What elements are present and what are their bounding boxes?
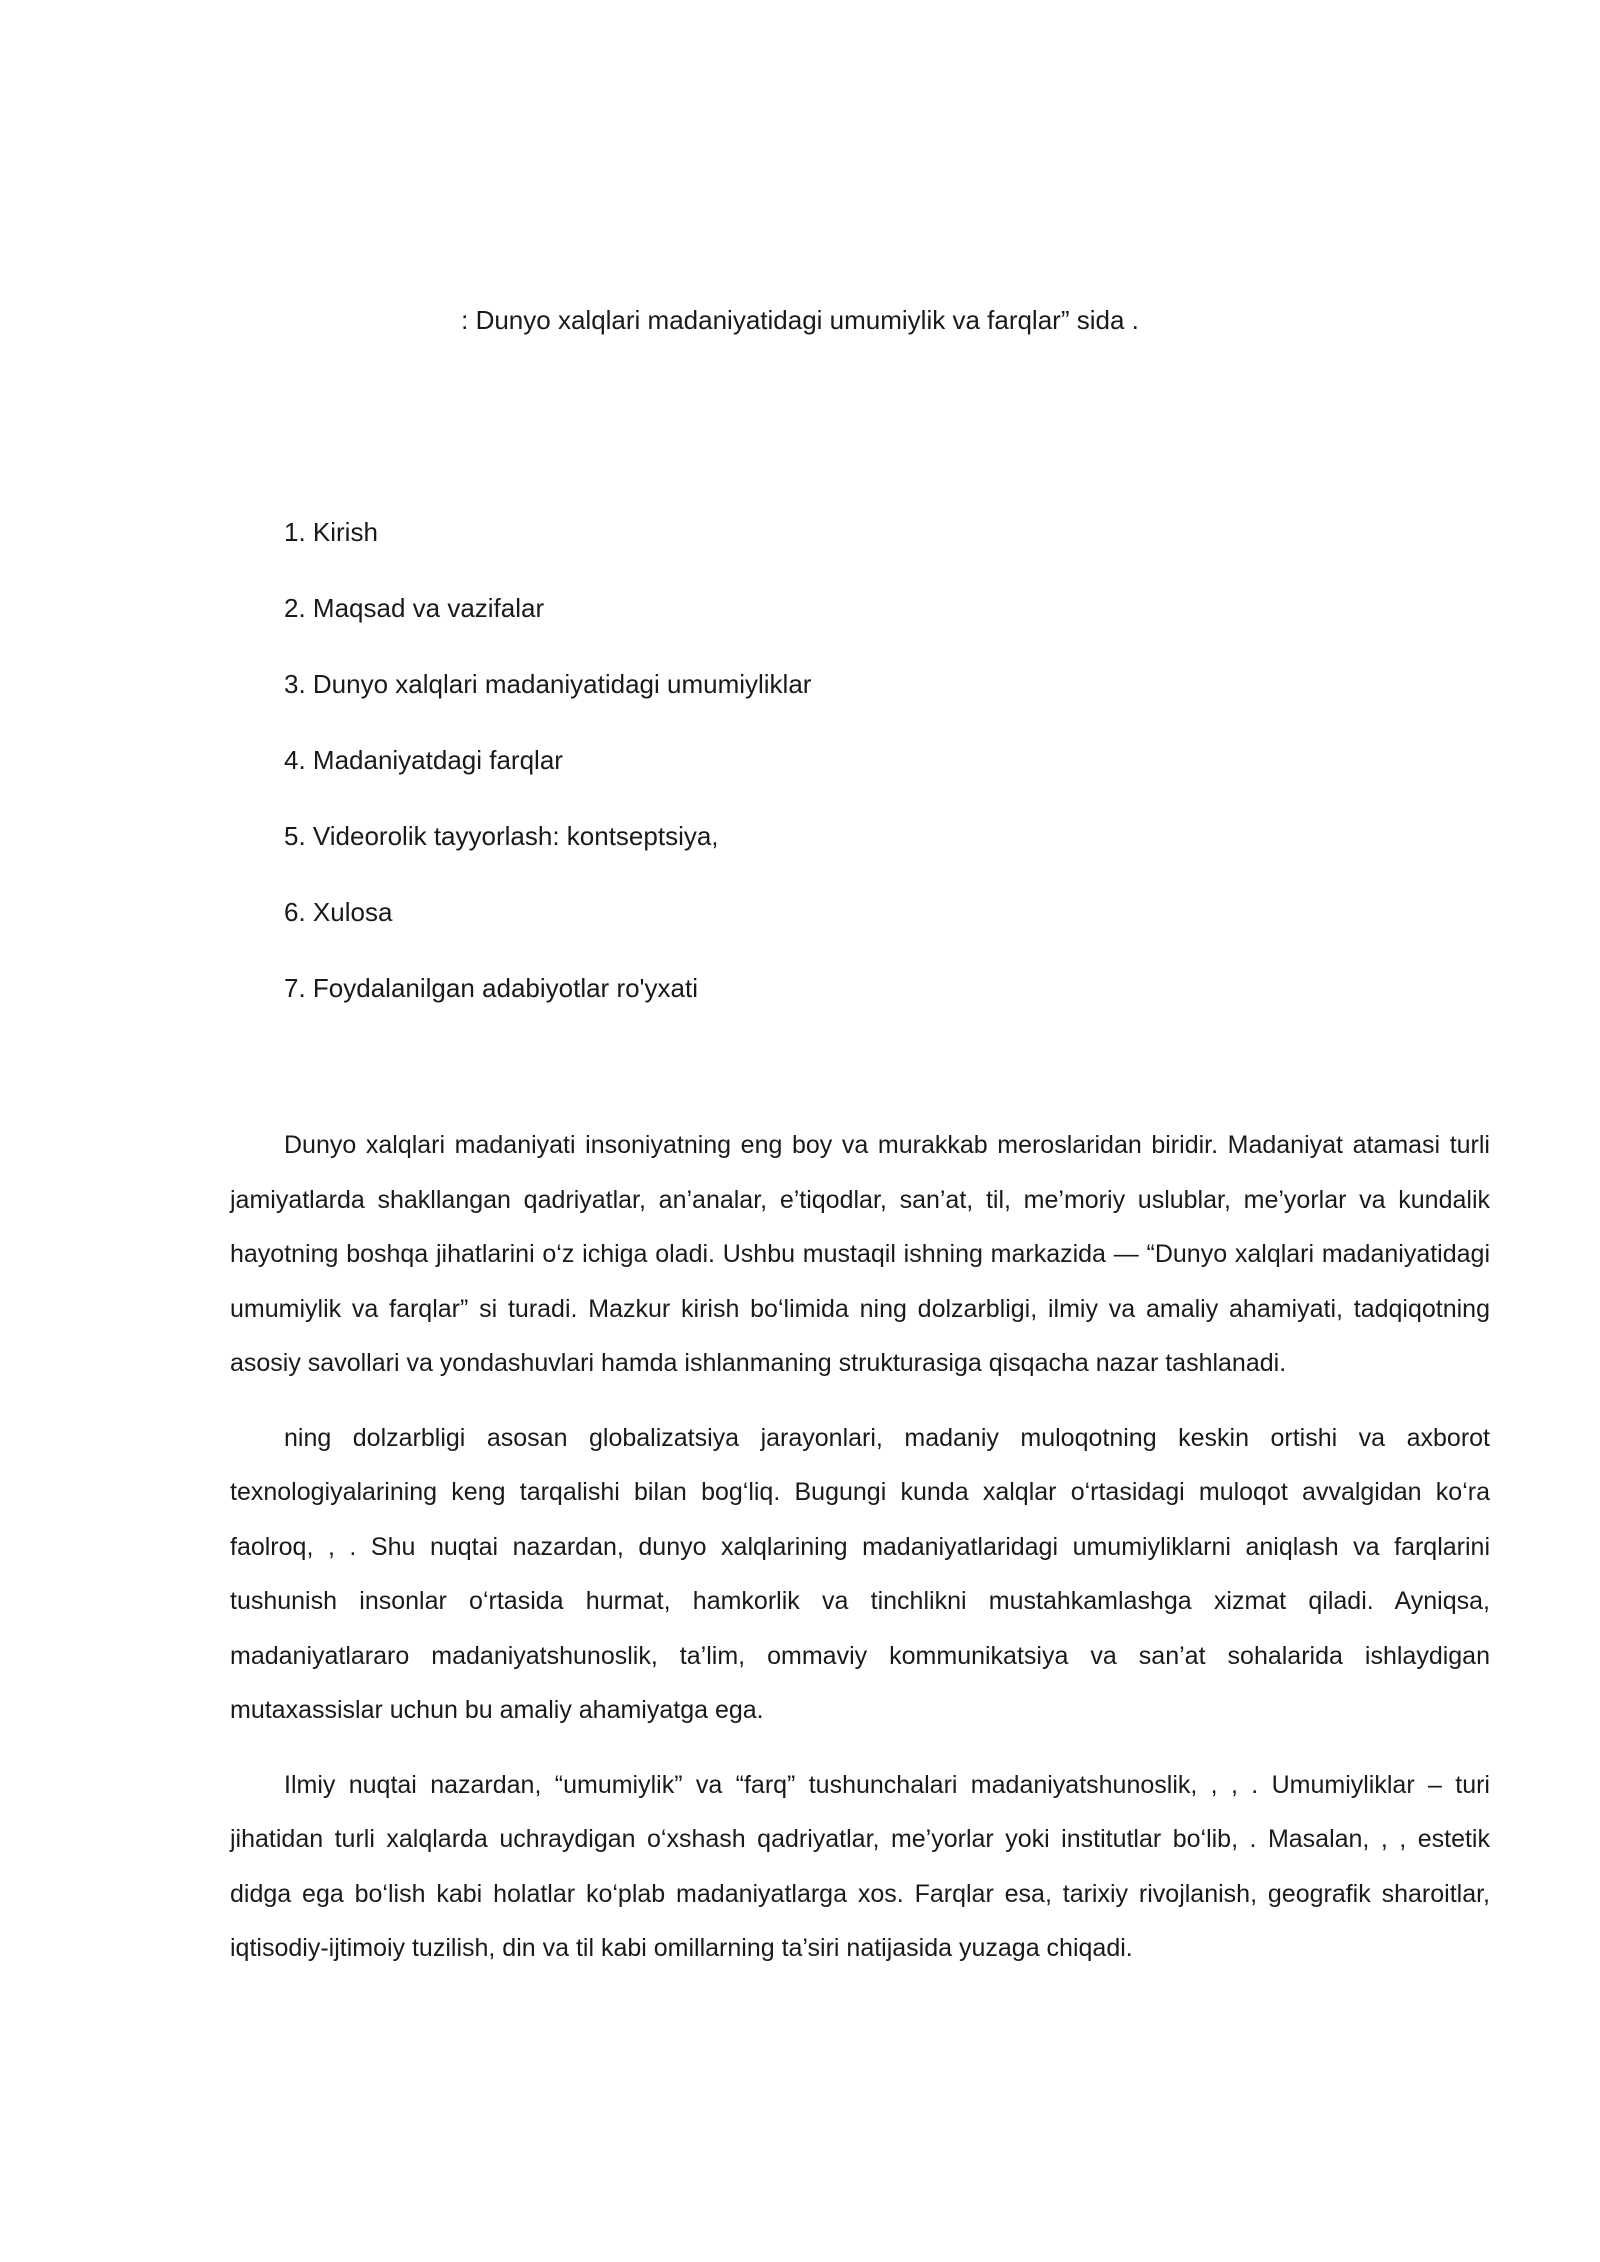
toc-item: 1. Kirish [284, 517, 378, 547]
body-text [230, 1118, 1490, 1996]
toc-item: 5. Videorolik tayyorlash: kontseptsiya, [284, 821, 719, 851]
paragraph: ning dolzarbligi asosan globalizatsiya jarayonlari, madaniy muloqotning keskin ortishi va axborot texnologiyalarining keng tarqalishi bilan bog‘liq. Bugungi kunda xalqlar o‘rtasidagi muloqot avvalgidan ko‘ra faolroq, , . Shu nuqtai nazardan, dunyo xalqlarining madaniyatlaridagi umumiyliklarni aniqlash va farqlarini tushunish insonlar o‘rtasida hurmat, hamkorlik va tinchlikni mustahkamlashga xizmat qiladi. Ayniqsa, madaniyatlararo madaniyatshunoslik, ta’lim, ommaviy kommunikatsiya va san’at sohalarida ishlaydigan mutaxassislar uchun bu amaliy ahamiyatga ega. [230, 1423, 1490, 1724]
toc-item: 7. Foydalanilgan adabiyotlar ro'yxati [284, 973, 698, 1003]
toc-item: 6. Xulosa [284, 897, 393, 927]
table-of-contents [284, 512, 811, 1044]
toc-item: 2. Maqsad va vazifalar [284, 593, 545, 623]
toc-item: 4. Madaniyatdagi farqlar [284, 745, 563, 775]
toc-item: 3. Dunyo xalqlari madaniyatidagi umumiyliklar [284, 669, 812, 699]
paragraph: Dunyo xalqlari madaniyati insoniyatning eng boy va murakkab meroslaridan biridir. Madaniyat atamasi turli jamiyatlarda shakllangan qadriyatlar, an’analar, e’tiqodlar, san’at, til, me’moriy uslublar, me’yorlar va kundalik hayotning boshqa jihatlarini o‘z ichiga oladi. Ushbu mustaqil ishning markazida — “Dunyo xalqlari madaniyatidagi umumiylik va farqlar” si turadi. Mazkur kirish bo‘limida ning dolzarbligi, ilmiy va amaliy ahamiyati, tadqiqotning asosiy savollari va yondashuvlari hamda ishlanmaning strukturasiga qisqacha nazar tashlanadi. [230, 1131, 1490, 1377]
document-title: : Dunyo xalqlari madaniyatidagi umumiylik va farqlar” sida . [461, 305, 1139, 335]
paragraph: Ilmiy nuqtai nazardan, “umumiylik” va “farq” tushunchalari madaniyatshunoslik, , , . Umumiyliklar – turi jihatidan turli xalqlarda uchraydigan o‘xshash qadriyatlar, me’yorlar yoki institutlar bo‘lib, . Masalan, , , estetik didga ega bo‘lish kabi holatlar ko‘plab madaniyatlarga xos. Farqlar esa, tarixiy rivojlanish, geografik sharoitlar, iqtisodiy-ijtimoiy tuzilish, din va til kabi omillarning ta’siri natijasida yuzaga chiqadi. [230, 1770, 1490, 1962]
